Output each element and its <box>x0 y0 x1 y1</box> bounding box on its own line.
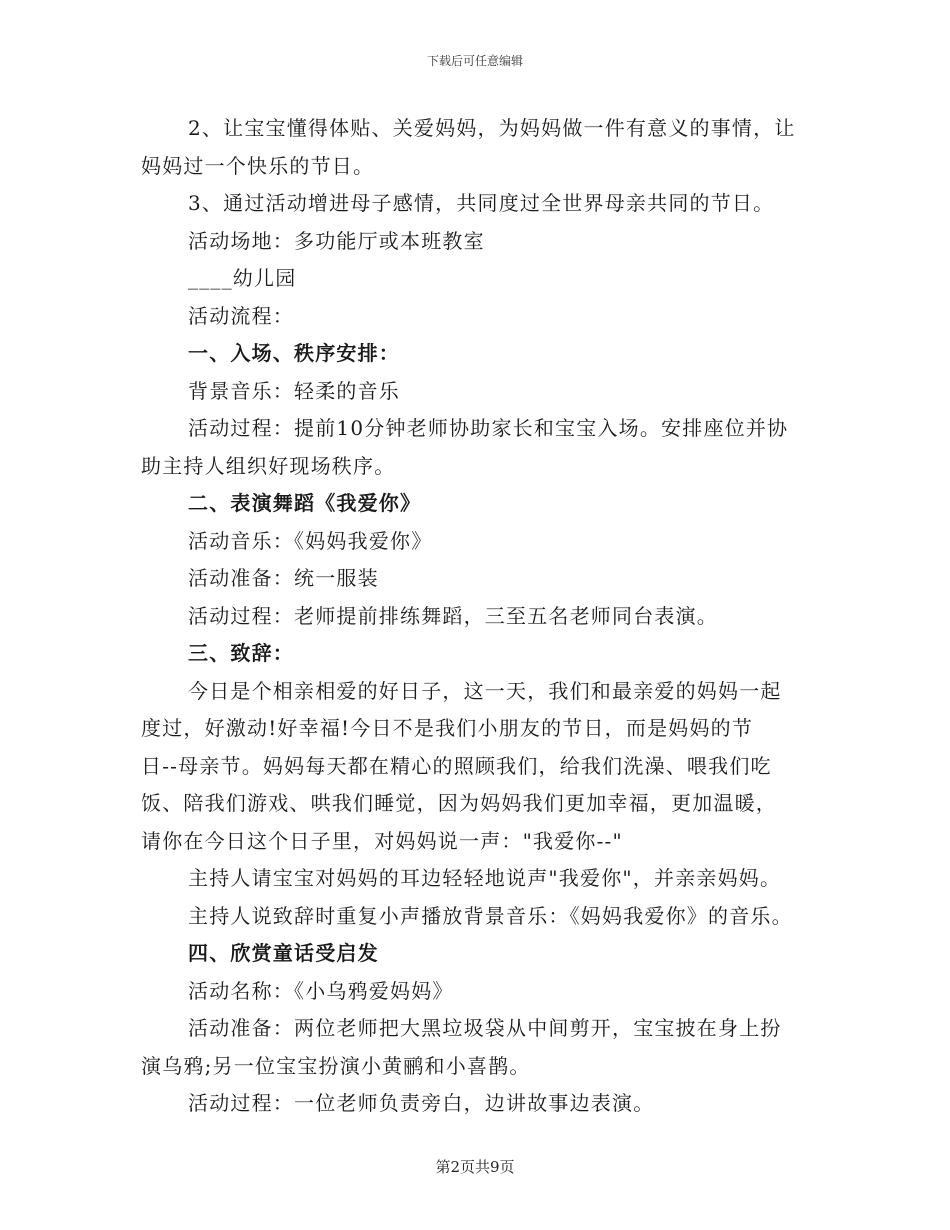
paragraph-line: 主持人说致辞时重复小声播放背景音乐：《妈妈我爱你》的音乐。 <box>188 903 793 928</box>
paragraph-line: 助主持人组织好现场秩序。 <box>141 453 396 478</box>
section-heading: 二、表演舞蹈《我爱你》 <box>188 491 422 515</box>
paragraph-line: 演乌鸦;另一位宝宝扮演小黄鹂和小喜鹊。 <box>141 1053 531 1078</box>
paragraph-line: 今日是个相亲相爱的好日子，这一天，我们和最亲爱的妈妈一起 <box>188 678 782 703</box>
paragraph-line: 活动流程： <box>188 303 294 328</box>
paragraph-line: 活动音乐：《妈妈我爱你》 <box>188 528 433 553</box>
paragraph-line: 活动场地：多功能厅或本班教室 <box>188 228 485 253</box>
paragraph-line: 日--母亲节。妈妈每天都在精心的照顾我们，给我们洗澡、喂我们吃 <box>141 753 772 778</box>
paragraph-line: ____幼儿园 <box>188 266 297 290</box>
page-footer: 第2页共9页 <box>435 1158 515 1176</box>
section-heading: 四、欣赏童话受启发 <box>188 941 379 965</box>
paragraph-line: 活动过程：老师提前排练舞蹈，三至五名老师同台表演。 <box>188 603 718 628</box>
section-heading: 三、致辞： <box>188 641 294 665</box>
paragraph-line: 活动准备：统一服装 <box>188 566 379 590</box>
paragraph-line: 请你在今日这个日子里，对妈妈说一声："我爱你--" <box>141 828 623 853</box>
paragraph-line: 主持人请宝宝对妈妈的耳边轻轻地说声"我爱你"，并亲亲妈妈。 <box>188 866 782 890</box>
paragraph-line: 妈妈过一个快乐的节日。 <box>141 153 375 178</box>
paragraph-line: 度过，好激动!好幸福!今日不是我们小朋友的节日，而是妈妈的节 <box>141 716 754 740</box>
paragraph-line: 活动名称：《小乌鸦爱妈妈》 <box>188 978 454 1003</box>
paragraph-line: 活动过程：提前10分钟老师协助家长和宝宝入场。安排座位并协 <box>188 416 789 440</box>
paragraph-line: 饭、陪我们游戏、哄我们睡觉，因为妈妈我们更加幸福，更加温暖， <box>141 791 777 815</box>
paragraph-line: 3、通过活动增进母子感情，共同度过全世界母亲共同的节日。 <box>188 191 775 215</box>
paragraph-line: 2、让宝宝懂得体贴、关爱妈妈，为妈妈做一件有意义的事情，让 <box>188 116 796 140</box>
paragraph-line: 活动准备：两位老师把大黑垃圾袋从中间剪开，宝宝披在身上扮 <box>188 1016 782 1040</box>
section-heading: 一、入场、秩序安排： <box>188 341 400 365</box>
document-body <box>141 110 813 1123</box>
paragraph-line: 背景音乐：轻柔的音乐 <box>188 378 400 403</box>
page-header: 下载后可任意编辑 <box>426 54 523 68</box>
paragraph-line: 活动过程：一位老师负责旁白，边讲故事边表演。 <box>188 1091 655 1115</box>
